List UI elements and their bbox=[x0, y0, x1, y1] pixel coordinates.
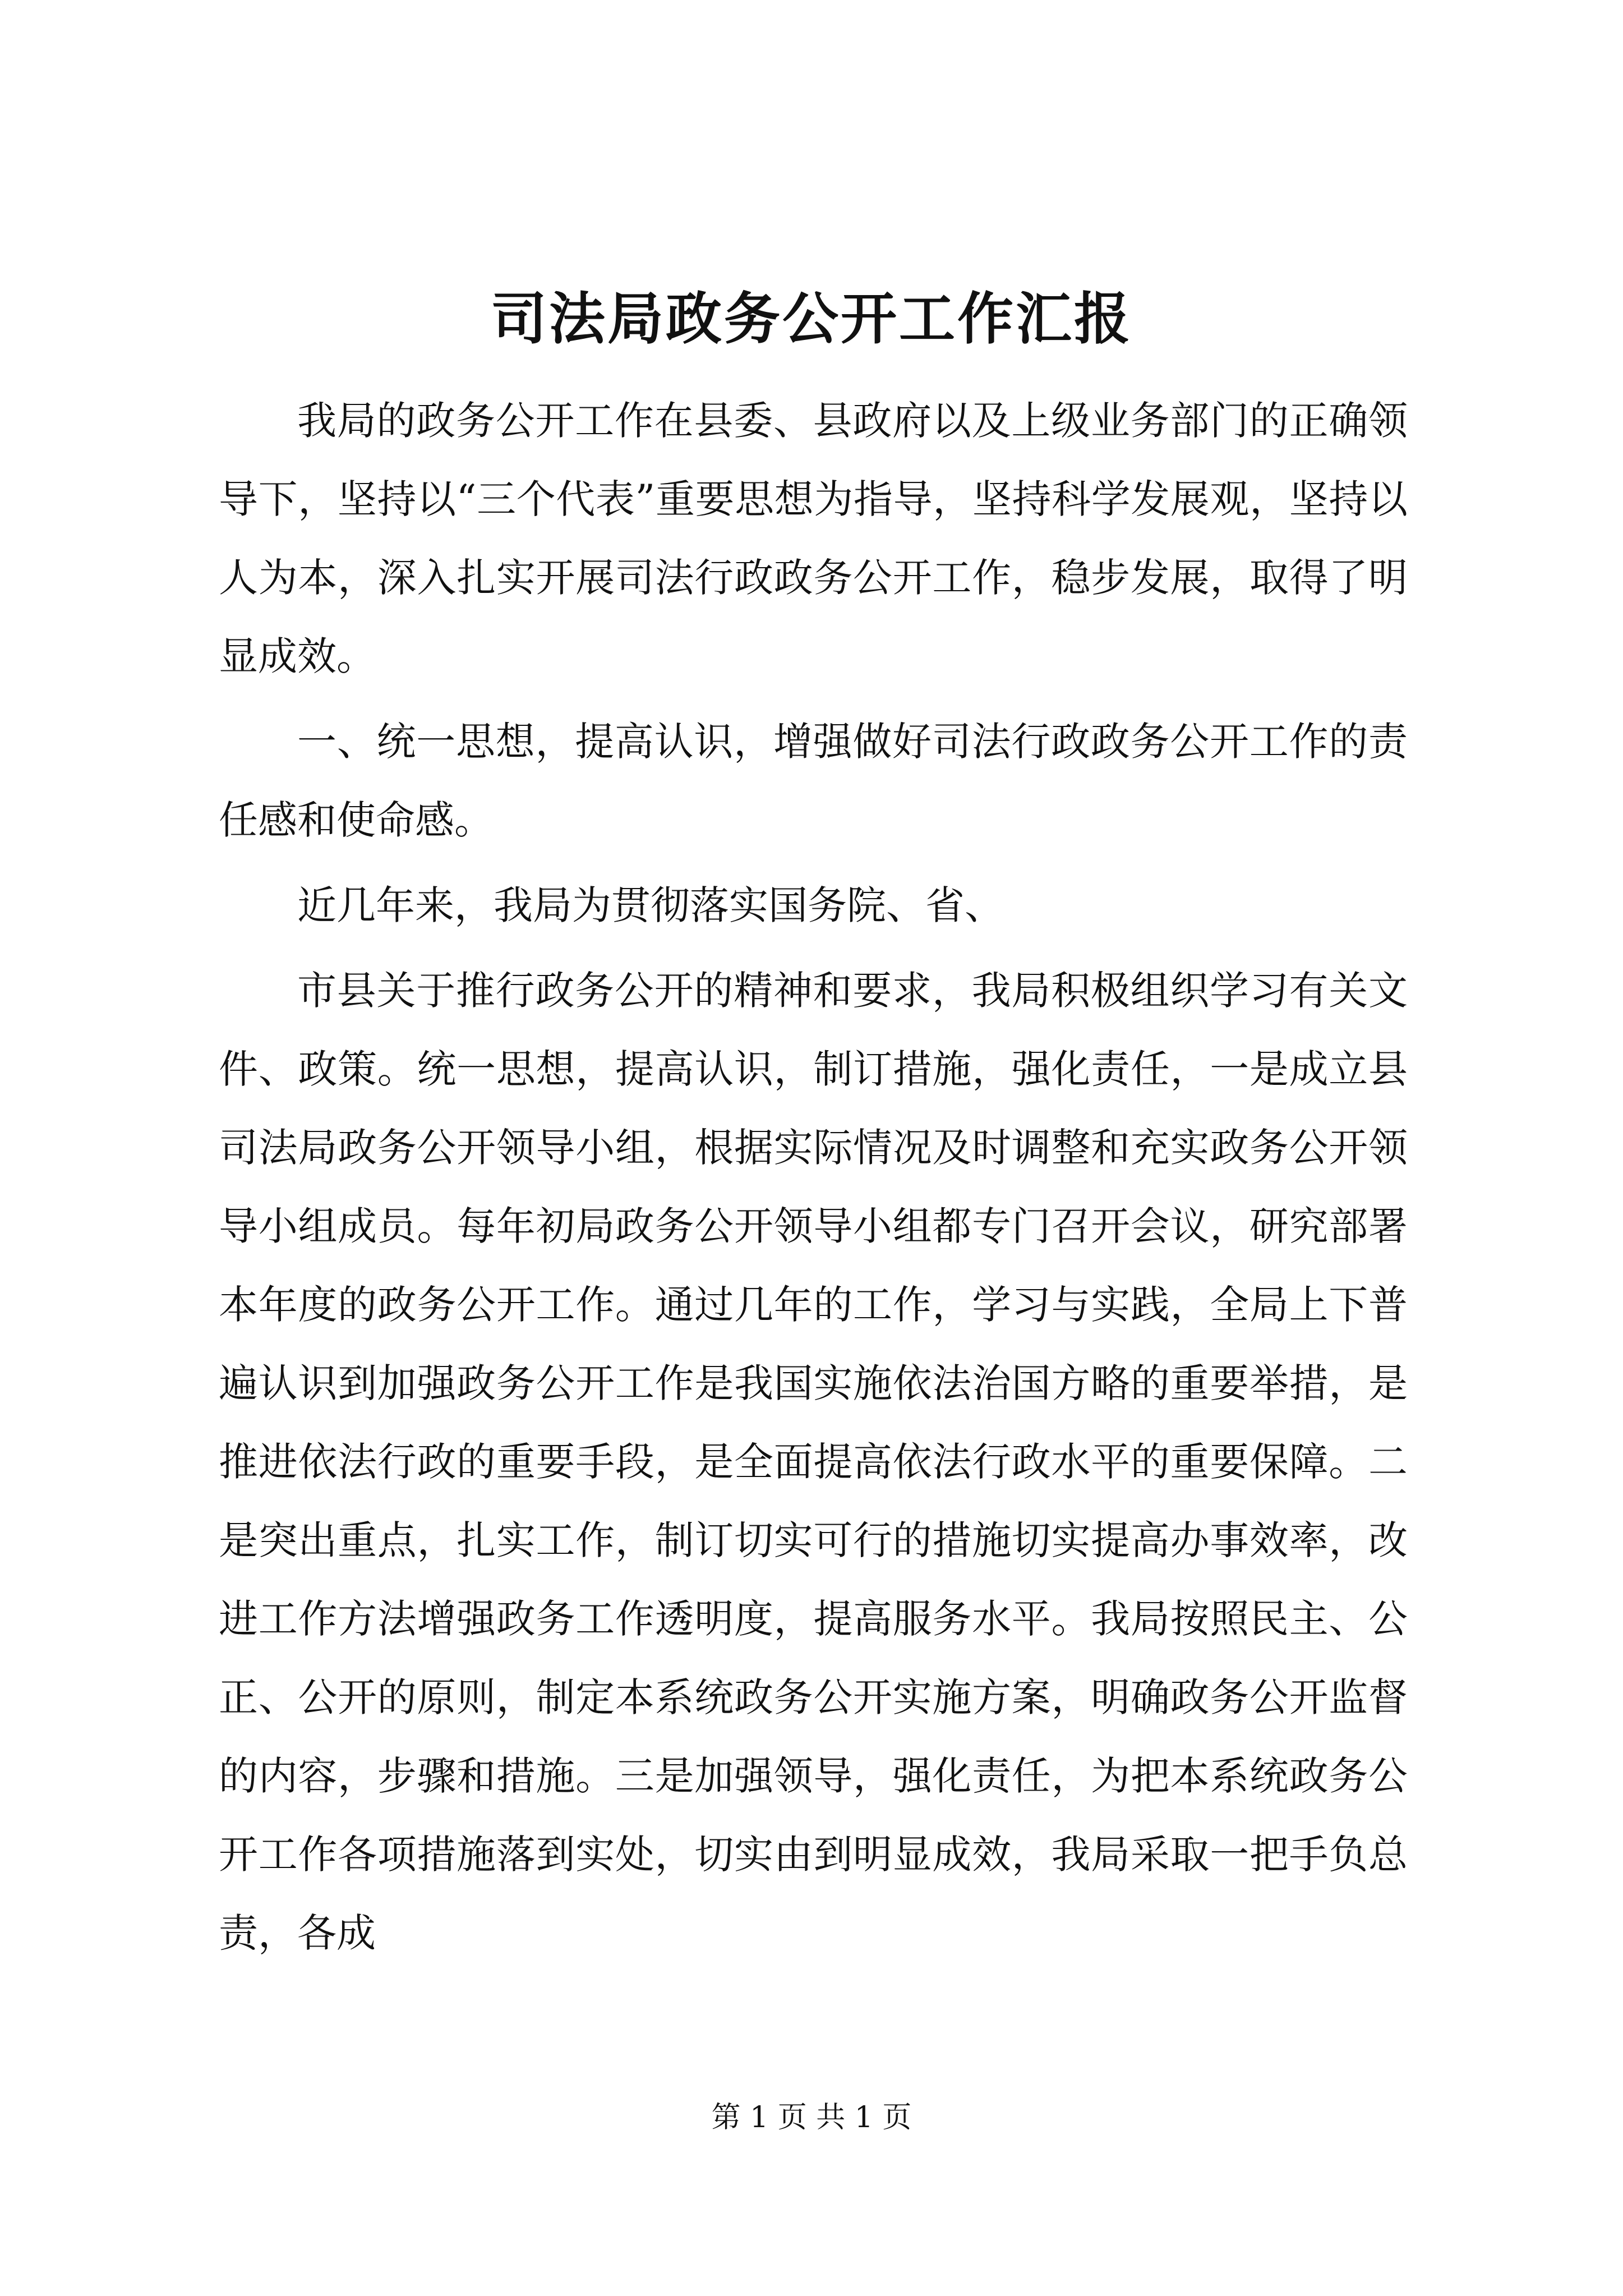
paragraph-recent-years: 近几年来，我局为贯彻落实国务院、省、 bbox=[297, 882, 1004, 928]
page-number-label: 第 1 页 共 1 页 bbox=[711, 2101, 912, 2134]
paragraph-intro: 我局的政务公开工作在县委、县政府以及上级业务部门的正确领导下，坚持以“三个代表”重要思想为指导，坚持科学发展观，坚持以人为本，深入扎实开展司法行政政务公开工作，稳步发展，取得了明显成效。 bbox=[219, 398, 1408, 679]
document-body bbox=[219, 381, 1408, 1979]
paragraph-section-heading: 一、统一思想，提高认识，增强做好司法行政政务公开工作的责任感和使命感。 bbox=[219, 719, 1408, 843]
document-title: 司法局政务公开工作汇报 bbox=[491, 286, 1132, 352]
paragraph-measures: 市县关于推行政务公开的精神和要求，我局积极组织学习有关文件、政策。统一思想，提高认识，制订措施，强化责任，一是成立县司法局政务公开领导小组，根据实际情况及时调整和充实政务公开领导小组成员。每年初局政务公开领导小组都专门召开会议，研究部署本年度的政务公开工作。通过几年的工作，学习与实践，全局上下普遍认识到加强政务公开工作是我国实施依法治国方略的重要举措，是推进依法行政的重要手段，是全面提高依法行政水平的重要保障。二是突出重点，扎实工作，制订切实可行的措施切实提高办事效率，改进工作方法增强政务工作透明度，提高服务水平。我局按照民主、公正、公开的原则，制定本系统政务公开实施方案，明确政务公开监督的内容，步骤和措施。三是加强领导，强化责任，为把本系统政务公开工作各项措施落到实处，切实由到明显成效，我局采取一把手负总责，各成 bbox=[219, 968, 1408, 1956]
page-footer bbox=[0, 2098, 1623, 2137]
